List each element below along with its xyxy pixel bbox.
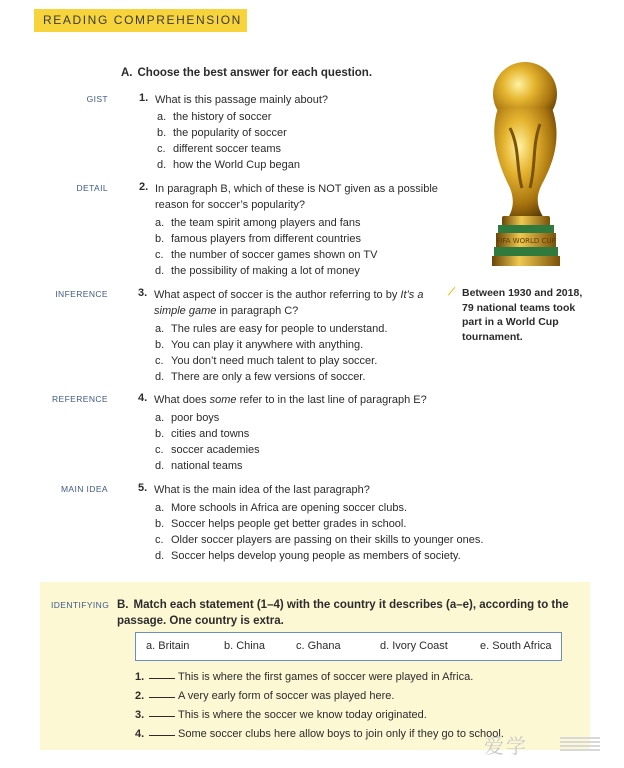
question-number: 2. — [139, 181, 149, 193]
question-category: MAIN IDEA — [60, 484, 108, 494]
question-stem: In paragraph B, which of these is NOT given as a possible reason for soccer’s popularity? — [155, 183, 438, 211]
question-category: IDENTIFYING — [51, 600, 110, 610]
answer-option[interactable]: a. the history of soccer — [157, 111, 272, 123]
answer-blank[interactable] — [149, 705, 175, 717]
country-option: c. Ghana — [296, 640, 341, 652]
question-number: 3. — [138, 287, 148, 299]
question-number: 4. — [138, 392, 148, 404]
option-list — [155, 410, 260, 474]
answer-option[interactable]: c. You don’t need much talent to play soccer. — [155, 355, 378, 367]
country-option: e. South Africa — [480, 640, 552, 652]
question-category: DETAIL — [76, 183, 108, 193]
section-a-heading — [121, 67, 372, 79]
country-option: b. China — [224, 640, 265, 652]
answer-blank[interactable] — [149, 686, 175, 698]
answer-option[interactable]: a. poor boys — [155, 412, 220, 424]
question-category: INFERENCE — [55, 289, 108, 299]
caption-arrow-icon: ⟋ — [448, 287, 455, 298]
answer-option[interactable]: b. You can play it anywhere with anything. — [155, 339, 364, 351]
answer-option[interactable]: c. Older soccer players are passing on their skills to younger ones. — [155, 534, 484, 546]
watermark-lines — [560, 737, 600, 751]
option-list — [155, 321, 387, 385]
answer-option[interactable]: d. There are only a few versions of soccer. — [155, 371, 366, 383]
country-options-box — [135, 632, 562, 661]
answer-option[interactable]: a. More schools in Africa are opening soccer clubs. — [155, 502, 408, 514]
answer-option[interactable]: b. the popularity of soccer — [157, 127, 287, 139]
question-number: 5. — [138, 482, 148, 494]
section-b-heading — [117, 597, 577, 629]
question-stem: What aspect of soccer is the author referring to by It’s a simple game in paragraph C? — [154, 289, 424, 317]
answer-blank[interactable] — [149, 724, 175, 736]
answer-option[interactable]: b. cities and towns — [155, 428, 250, 440]
country-option: d. Ivory Coast — [380, 640, 448, 652]
match-statement: 4. Some soccer clubs here allow boys to join only if they go to school. — [135, 724, 504, 740]
answer-option[interactable]: c. the number of soccer games shown on TV — [155, 249, 378, 261]
section-b-title: Match each statement (1–4) with the country it describes (a–e), according to the passage. One country is extra. — [117, 599, 569, 627]
match-statement: 2. A very early form of soccer was played here. — [135, 686, 394, 702]
section-a-title: Choose the best answer for each question. — [137, 67, 373, 79]
question-number: 1. — [139, 92, 149, 104]
answer-option[interactable]: a. the team spirit among players and fans — [155, 217, 361, 229]
answer-option[interactable]: c. different soccer teams — [157, 143, 282, 155]
answer-option[interactable]: b. famous players from different countries — [155, 233, 361, 245]
answer-option[interactable]: d. how the World Cup began — [157, 159, 300, 171]
match-statement: 3. This is where the soccer we know today originated. — [135, 705, 427, 721]
match-statement: 1. This is where the first games of soccer were played in Africa. — [135, 667, 473, 683]
section-a-tag: A. — [121, 67, 133, 79]
country-option: a. Britain — [146, 640, 190, 652]
section-banner: READING COMPREHENSION — [34, 9, 247, 32]
option-list — [157, 109, 300, 173]
trophy-caption: ⟋ Between 1930 and 2018, 79 national teams took part in a World Cup tournament. — [448, 287, 583, 343]
answer-option[interactable]: a. The rules are easy for people to understand. — [155, 323, 388, 335]
option-list — [155, 500, 483, 564]
question-category: REFERENCE — [51, 394, 108, 404]
watermark-text: 爱学 — [484, 734, 528, 758]
section-b-tag: B. — [117, 599, 129, 611]
question-stem: What is this passage mainly about? — [155, 94, 329, 106]
answer-blank[interactable] — [149, 667, 175, 679]
answer-option[interactable]: b. Soccer helps people get better grades in school. — [155, 518, 407, 530]
option-list — [155, 215, 377, 279]
answer-option[interactable]: d. national teams — [155, 460, 243, 472]
svg-text:FIFA WORLD CUP: FIFA WORLD CUP — [496, 237, 556, 245]
answer-option[interactable]: d. Soccer helps develop young people as members of society. — [155, 550, 461, 562]
question-category: GIST — [86, 94, 108, 104]
answer-option[interactable]: d. the possibility of making a lot of money — [155, 265, 360, 277]
question-stem: What is the main idea of the last paragraph? — [154, 484, 370, 496]
question-stem: What does some refer to in the last line of paragraph E? — [154, 394, 427, 406]
answer-option[interactable]: c. soccer academies — [155, 444, 260, 456]
world-cup-trophy-image — [470, 58, 578, 280]
